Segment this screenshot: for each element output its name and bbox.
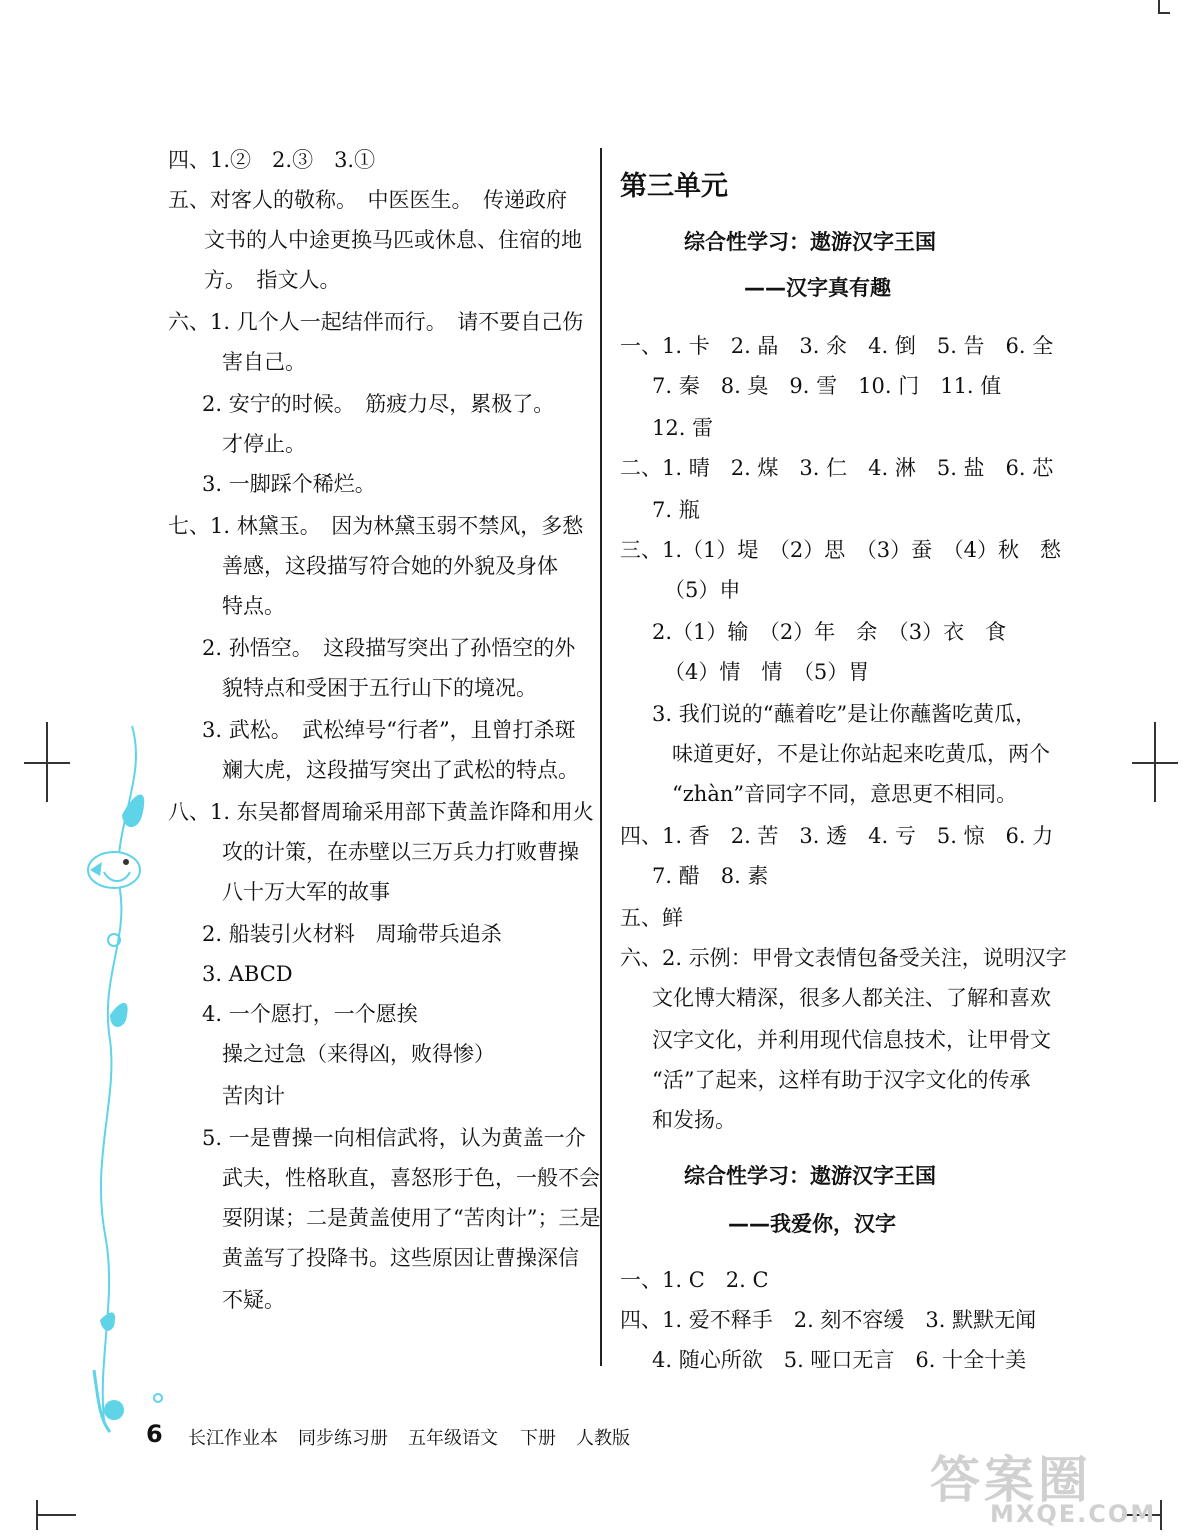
answer-line: 一、1. 卡 2. 晶 3. 氽 4. 倒 5. 告 6. 全 bbox=[620, 334, 1054, 358]
answer-line: “zhàn”音同字不同，意思更不相同。 bbox=[672, 782, 1018, 806]
answer-line: （4）情 情 （5）胃 bbox=[664, 660, 870, 684]
answer-line: 文化博大精深，很多人都关注、了解和喜欢 bbox=[652, 986, 1051, 1010]
answer-line: 汉字文化，并利用现代信息技术，让甲骨文 bbox=[652, 1028, 1051, 1052]
watermark-logo: 答案圈 bbox=[930, 1451, 1092, 1509]
answer-line: 苦肉计 bbox=[222, 1084, 285, 1108]
answer-line: 五、鲜 bbox=[620, 906, 683, 930]
answer-line: 四、1.② 2.③ 3.① bbox=[168, 148, 376, 172]
answer-line: 不疑。 bbox=[222, 1288, 285, 1312]
answer-line: 善感，这段描写符合她的外貌及身体 bbox=[222, 554, 558, 578]
footer-volume: 下册 bbox=[520, 1428, 556, 1449]
answer-line: 三、1.（1）堤 （2）思 （3）蚕 （4）秋 愁 bbox=[620, 538, 1061, 562]
footer-grade-subject: 五年级语文 bbox=[408, 1428, 498, 1449]
answer-line: 四、1. 香 2. 苦 3. 透 4. 亏 5. 惊 6. 力 bbox=[620, 824, 1054, 848]
section-subtitle: ——汉字真有趣 bbox=[744, 276, 891, 300]
answer-line: 7. 秦 8. 臭 9. 雪 10. 门 11. 值 bbox=[652, 374, 1002, 398]
answer-line: 害自己。 bbox=[222, 350, 306, 374]
unit-title: 第三单元 bbox=[620, 171, 728, 202]
answer-line: 3. ABCD bbox=[202, 962, 293, 986]
answer-line: 八十万大军的故事 bbox=[222, 880, 390, 904]
answer-line: 耍阴谋；二是黄盖使用了“苦肉计”；三是 bbox=[222, 1206, 601, 1230]
answer-line: 六、1. 几个人一起结伴而行。 请不要自己伤 bbox=[168, 310, 584, 334]
crop-mark bbox=[36, 1514, 76, 1516]
answer-line: 3. 我们说的“蘸着吃”是让你蘸酱吃黄瓜， bbox=[652, 702, 1037, 726]
answer-line: 七、1. 林黛玉。 因为林黛玉弱不禁风，多愁 bbox=[168, 514, 584, 538]
crop-mark bbox=[1132, 762, 1178, 764]
answer-line: 7. 醋 8. 素 bbox=[652, 864, 769, 888]
answer-line: 二、1. 晴 2. 煤 3. 仁 4. 淋 5. 盐 6. 芯 bbox=[620, 456, 1054, 480]
answer-line: 味道更好，不是让你站起来吃黄瓜，两个 bbox=[672, 742, 1050, 766]
answer-line: 武夫，性格耿直，喜怒形于色，一般不会 bbox=[222, 1166, 600, 1190]
answer-line: 3. 一脚踩个稀烂。 bbox=[202, 472, 376, 496]
section-title: 综合性学习：遨游汉字王国 bbox=[684, 230, 936, 254]
answer-line: 3. 武松。 武松绰号“行者”，且曾打杀斑 bbox=[202, 718, 576, 742]
answer-line: 八、1. 东吴都督周瑜采用部下黄盖诈降和用火 bbox=[168, 800, 594, 824]
answer-line: 12. 雷 bbox=[652, 416, 714, 440]
crop-mark bbox=[1158, 12, 1170, 14]
answer-line: 六、2. 示例：甲骨文表情包备受关注，说明汉字 bbox=[620, 946, 1067, 970]
answer-line: 貌特点和受困于五行山下的境况。 bbox=[222, 676, 537, 700]
watermark-url: MXQE.COM bbox=[990, 1500, 1157, 1528]
answer-line: 特点。 bbox=[222, 594, 285, 618]
page-number: 6 bbox=[146, 1420, 163, 1448]
answer-line: 和发扬。 bbox=[652, 1108, 736, 1132]
answer-line: 2. 船装引火材料 周瑜带兵追杀 bbox=[202, 922, 502, 946]
footer-publisher: 长江作业本 bbox=[188, 1428, 278, 1449]
answer-line: 操之过急（来得凶，败得惨） bbox=[222, 1042, 495, 1066]
answer-line: 一、1. C 2. C bbox=[620, 1268, 769, 1292]
answer-line: 2. 孙悟空。 这段描写突出了孙悟空的外 bbox=[202, 636, 576, 660]
answer-line: 斓大虎，这段描写突出了武松的特点。 bbox=[222, 758, 579, 782]
column-divider bbox=[600, 148, 602, 1366]
answer-line: 四、1. 爱不释手 2. 刻不容缓 3. 默默无闻 bbox=[620, 1308, 1037, 1332]
answer-line: “活”了起来，这样有助于汉字文化的传承 bbox=[652, 1068, 1031, 1092]
answer-line: 5. 一是曹操一向相信武将，认为黄盖一介 bbox=[202, 1126, 586, 1150]
footer-series: 同步练习册 bbox=[298, 1428, 388, 1449]
footer-edition: 人教版 bbox=[576, 1428, 630, 1449]
section-subtitle: ——我爱你，汉字 bbox=[728, 1212, 896, 1236]
answer-line: 7. 瓶 bbox=[652, 498, 700, 522]
section-title: 综合性学习：遨游汉字王国 bbox=[684, 1164, 936, 1188]
answer-line: 4. 一个愿打，一个愿挨 bbox=[202, 1002, 418, 1026]
crop-mark bbox=[24, 762, 70, 764]
bird-vine-decoration bbox=[80, 720, 180, 1450]
answer-line: 才停止。 bbox=[222, 432, 306, 456]
answer-line: 攻的计策，在赤壁以三万兵力打败曹操 bbox=[222, 840, 579, 864]
answer-line: （5）申 bbox=[664, 578, 741, 602]
answer-line: 2.（1）输 （2）年 余 （3）衣 食 bbox=[652, 620, 1007, 644]
answer-line: 方。 指文人。 bbox=[204, 268, 341, 292]
answer-line: 黄盖写了投降书。这些原因让曹操深信 bbox=[222, 1246, 579, 1270]
answer-line: 2. 安宁的时候。 筋疲力尽，累极了。 bbox=[202, 392, 555, 416]
answer-line: 五、对客人的敬称。 中医医生。 传递政府 bbox=[168, 188, 567, 212]
answer-line: 4. 随心所欲 5. 哑口无言 6. 十全十美 bbox=[652, 1348, 1027, 1372]
answer-line: 文书的人中途更换马匹或休息、住宿的地 bbox=[204, 228, 582, 252]
